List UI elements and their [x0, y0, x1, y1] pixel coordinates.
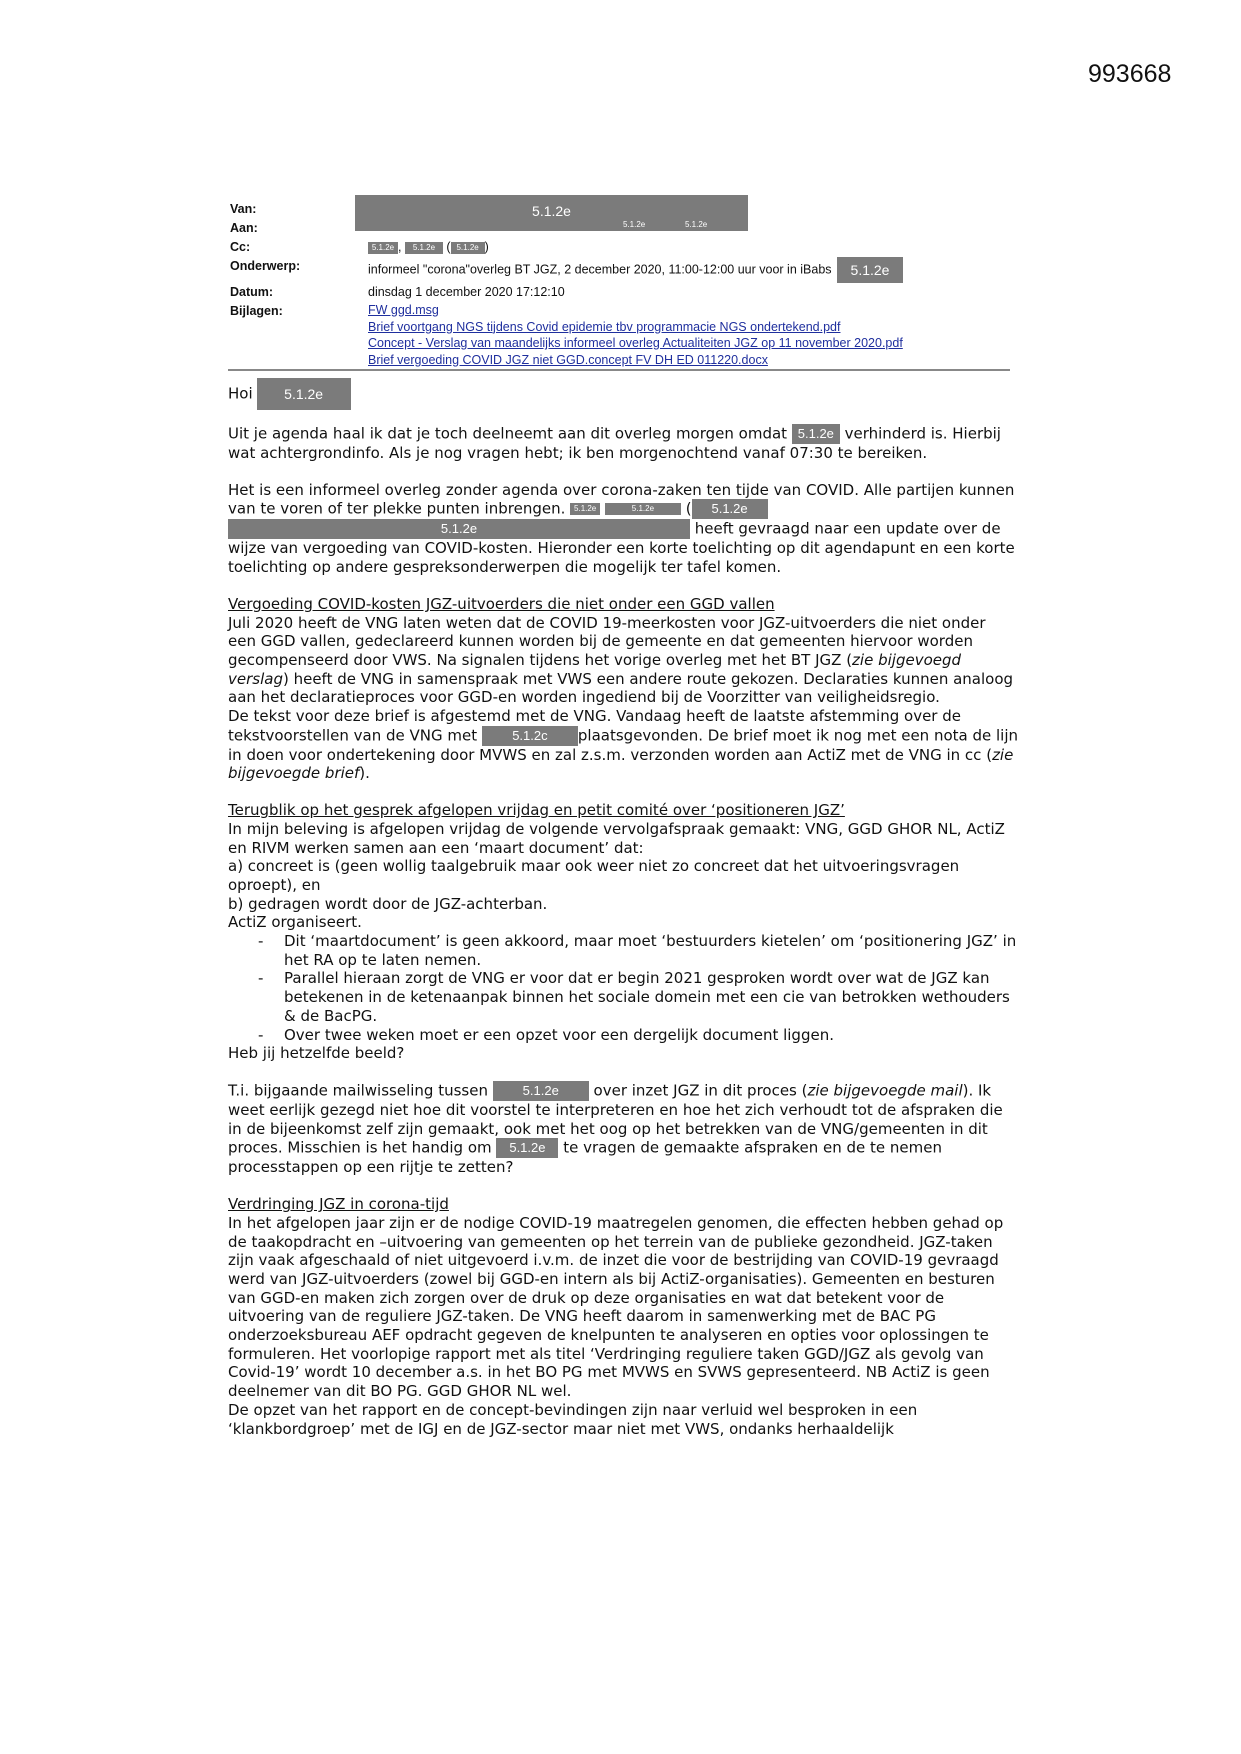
redaction-label: 5.1.2e [496, 1138, 558, 1158]
document-number: 993668 [1088, 60, 1172, 88]
paragraph-overleg: Het is een informeel overleg zonder agenda over corona-zaken ten tijde van COVID. Alle partijen kunnen van te voren of ter plekke punten inbrengen. 5.1.2e 5.1.2e ( 5.1.2e 5.1.2e heeft gevraagd naar een update over de wijze van vergoeding van COVID-kosten. Hieronder een korte toelichting op dit agendapunt en een korte toelichting op andere gespreksonderwerpen die mogelijk ter tafel komen. [228, 480, 1015, 577]
section-heading: Vergoeding COVID-kosten JGZ-uitvoerders die niet onder een GGD vallen [228, 594, 775, 613]
redaction-label: 5.1.2e [837, 257, 903, 283]
redaction-label: 5.1.2e [532, 203, 571, 219]
section-heading: Verdringing JGZ in corona-tijd [228, 1195, 449, 1214]
attachment-link[interactable]: FW ggd.msg [368, 303, 439, 317]
cc-label: Cc: [230, 240, 251, 254]
section-vergoeding: Vergoeding COVID-kosten JGZ-uitvoerders die niet onder een GGD vallen Juli 2020 heeft de VNG laten weten dat de COVID 19-meerkosten voor JGZ-uitvoerders die niet onder een GGD vallen, gedeclareerd kunnen worden bij de gemeente en dat gemeenten hiervoor worden gecompenseerd door VWS. Na signalen tijdens het vorige overleg met het BT JGZ (zie bijgevoegd verslag) heeft de VNG in samenspraak met VWS een andere route gekozen. Declaraties kunnen analoog aan het declaratieproces voor GGD-en worden ingediend bij de Voorzitter van veiligheidsregio. De tekst voor deze brief is afgestemd met de VNG. Vandaag heeft de laatste afstemming over de tekstvoorstellen van de VNG met 5.1.2c plaatsgevonden. De brief moet ik nog met een nota de lijn in doen voor ondertekening door MVWS en zal z.s.m. verzonden worden aan ActiZ met de VNG in cc (zie bijgevoegde brief). [228, 594, 1018, 783]
paragraph-intro: Uit je agenda haal ik dat je toch deelneemt aan dit overleg morgen omdat 5.1.2e verhinderd is. Hierbij wat achtergrondinfo. Als je nog vragen hebt; ik ben morgenochtend vanaf 07:30 te bereiken. [228, 424, 1001, 462]
redaction-label: 5.1.2e [623, 220, 646, 229]
redaction-label: 5.1.2e [257, 378, 351, 410]
redaction-label: 5.1.2e [451, 242, 485, 254]
list-item: - Over twee weken moet er een opzet voor een dergelijk document liggen. [258, 1026, 1018, 1045]
attachments-list [368, 302, 1020, 368]
subject-value: informeel "corona"overleg BT JGZ, 2 december 2020, 11:00-12:00 uur voor in iBabs [368, 262, 832, 277]
redaction-label: 5.1.2e [368, 242, 398, 254]
attachment-link[interactable]: Brief vergoeding COVID JGZ niet GGD.concept FV DH ED 011220.docx [368, 352, 768, 367]
redaction-label: 5.1.2e [405, 242, 443, 254]
greeting: Hoi [228, 384, 253, 403]
redaction-label: 5.1.2c [482, 726, 578, 746]
section-terugblik: Terugblik op het gesprek afgelopen vrijdag en petit comité over ‘positioneren JGZ’ In mijn beleving is afgelopen vrijdag de volgende vervolgafspraak gemaakt: VNG, GGD GHOR NL, ActiZ en RIVM werken samen aan een ‘maart document’ dat: a) concreet is (geen wollig taalgebruik maar ook weer niet zo concreet dat het uitvoeringsvragen oproept), en b) gedragen wordt door de JGZ-achterban. ActiZ organiseert. - Dit ‘maartdocument’ is geen akkoord, maar moet ‘bestuurders kietelen’ om ‘positionering JGZ’ in het RA op te laten nemen. - Parallel hieraan zorgt de VNG er voor dat er begin 2021 gesproken wordt over wat de JGZ kan betekenen in de ketenaanpak binnen het sociale domein met een cie van betrokken wethouders & de BacPG. - Over twee weken moet er een opzet voor een dergelijk document liggen. Heb jij hetzelfde beeld? [228, 801, 1018, 1063]
redaction-label: 5.1.2e [605, 503, 681, 515]
date-value: dinsdag 1 december 2020 17:12:10 [368, 285, 565, 299]
list-item: - Parallel hieraan zorgt de VNG er voor dat er begin 2021 gesproken wordt over wat de JGZ kan betekenen in de ketenaanpak binnen het sociale domein met een cie van betrokken wethouders & de BacPG. [258, 969, 1018, 1025]
aan-label: Aan: [230, 221, 258, 235]
redaction-label: 5.1.2e [792, 424, 840, 444]
bijlagen-label: Bijlagen: [230, 304, 283, 318]
bullet-list [228, 932, 1018, 1044]
attachment-link[interactable]: Concept - Verslag van maandelijks informeel overleg Actualiteiten JGZ op 11 november 2020.pdf [368, 336, 903, 350]
header-divider [228, 369, 1010, 371]
section-heading: Terugblik op het gesprek afgelopen vrijdag en petit comité over ‘positioneren JGZ’ [228, 801, 845, 820]
datum-label: Datum: [230, 285, 274, 299]
email-header [230, 200, 1020, 368]
redaction-label: 5.1.2e [228, 519, 690, 539]
cc-value: 5.1.2e , 5.1.2e ( 5.1.2e ) [368, 238, 1020, 257]
van-label: Van: [230, 202, 257, 216]
list-item: - Dit ‘maartdocument’ is geen akkoord, maar moet ‘bestuurders kietelen’ om ‘positionering JGZ’ in het RA op te laten nemen. [258, 932, 1018, 969]
email-body [228, 378, 1018, 1438]
onderwerp-label: Onderwerp: [230, 259, 301, 273]
redaction-label: 5.1.2e [570, 503, 600, 515]
redaction-label: 5.1.2e [685, 220, 708, 229]
paragraph-mailwisseling: T.i. bijgaande mailwisseling tussen 5.1.2e over inzet JGZ in dit proces (zie bijgevoegde mail). Ik weet eerlijk gezegd niet hoe dit voorstel te interpreteren en hoe het zich verhoudt tot de afspraken die in de bijeenkomst zelf zijn gemaakt, ook met het oog op het betrekken van de VNG/gemeenten in dit proces. Misschien is het handig om 5.1.2e te vragen de gemaakte afspraken en de te nemen processtappen op een rijtje te zetten? [228, 1081, 1003, 1177]
redaction-label: 5.1.2e [692, 499, 768, 519]
redaction-label: 5.1.2e [493, 1081, 589, 1101]
attachment-link[interactable]: Brief voortgang NGS tijdens Covid epidemie tbv programmacie NGS ondertekend.pdf [368, 319, 841, 334]
section-verdringing: Verdringing JGZ in corona-tijd In het afgelopen jaar zijn er de nodige COVID-19 maatregelen genomen, die effecten hebben gehad op de taakopdracht en –uitvoering van gemeenten op het terrein van de publieke gezondheid. JGZ-taken zijn vaak afgeschaald of niet uitgevoerd i.v.m. de inzet die voor de bestrijding van COVID-19 gevraagd werd van JGZ-uitvoerders (zowel bij GGD-en intern als bij ActiZ-organisaties). Gemeenten en besturen van GGD-en maken zich zorgen over de druk op deze organisaties en wat dat betekent voor de uitvoering van de reguliere JGZ-taken. De VNG heeft daarom in samenwerking met de BAC PG onderzoeksbureau AEF opdracht gegeven de knelpunten te analyseren en opties voor oplossingen te formuleren. Het voorlopige rapport met als titel ‘Verdringing reguliere taken GGD/JGZ als gevolg van Covid-19’ wordt 10 december a.s. in het BO PG met MVWS en SVWS gepresenteerd. NB ActiZ is geen deelnemer van dit BO PG. GGD GHOR NL wel. De opzet van het rapport en de concept-bevindingen zijn naar verluid wel besproken in een ‘klankbordgroep’ met de IGJ en de JGZ-sector maar niet met VWS, ondanks herhaaldelijk [228, 1195, 1018, 1438]
